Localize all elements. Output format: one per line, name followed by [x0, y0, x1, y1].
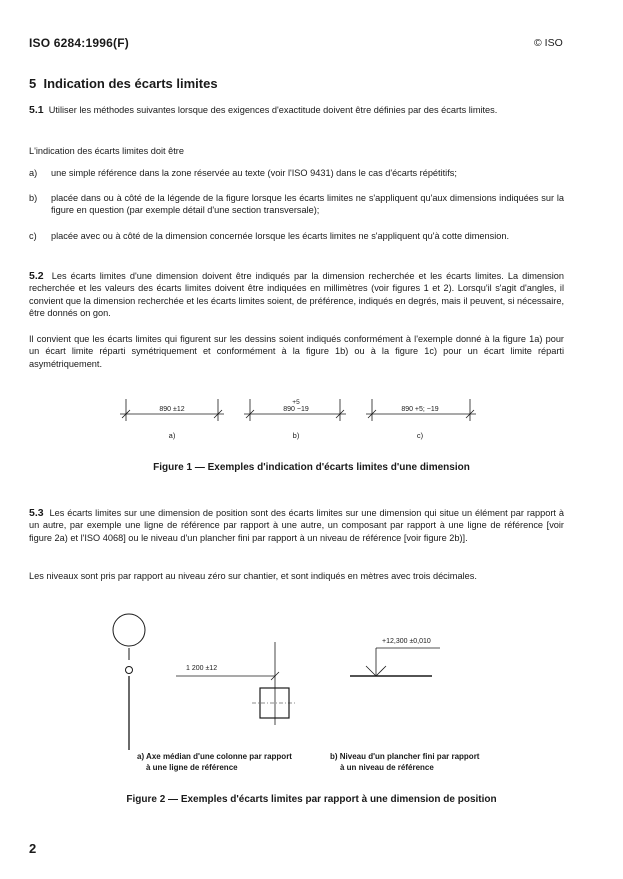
- figure-2-drawing: [0, 600, 623, 760]
- list-item: [29, 167, 564, 181]
- paragraph-5-2: [29, 270, 564, 319]
- list-item: [29, 192, 564, 218]
- fig1-b-dimension: 890 −19: [283, 406, 309, 413]
- fig1-label-a: a): [168, 431, 176, 440]
- clause-number-5-1: 5.1: [29, 104, 44, 116]
- section-title: [29, 76, 218, 91]
- fig1-label-c: c): [416, 431, 424, 440]
- paragraph-5-1: [29, 104, 564, 116]
- fig1-a-dimension: 890 ±12: [159, 406, 185, 413]
- fig2-a-caption-1: a) Axe médian d'une colonne par rapport: [137, 752, 292, 761]
- list-item: [29, 230, 564, 256]
- paragraph-5-2-text: Les écarts limites d'une dimension doivent être indiqués par la dimension recherchée et les écarts limites. La dimension recherchée et les valeurs des écarts limites doivent être indiquées en millimètres (voir figures 1 et 2). Lorsqu'il s'agit d'angles, il convient que la dimension recherchée et les écarts limites soient, de préférence, indiqués en degrés, mais il peuvent, si nécessaire, être donnés on gon.: [29, 271, 565, 318]
- page-number: 2: [29, 841, 37, 856]
- list-item-text: une simple référence dans la zone réservée au texte (voir l'ISO 9431) dans le cas d'écarts répétitifs;: [51, 168, 457, 178]
- fig2-a-dimension: 1 200 ±12: [186, 665, 218, 672]
- fig2-b-caption-1: b) Niveau d'un plancher fini par rapport: [330, 752, 480, 761]
- copyright: © ISO: [534, 37, 563, 49]
- list-item-key: b): [29, 193, 38, 203]
- figure-2-caption: Figure 2 — Exemples d'écarts limites par rapport à une dimension de position: [126, 794, 497, 805]
- paragraph-5-1-text: Utiliser les méthodes suivantes lorsque des exigences d'exactitude doivent être définies par des écarts limites.: [48, 105, 498, 115]
- list-item-text: placée dans ou à côté de la légende de la figure lorsque les écarts limites ne s'appliquent qu'aux dimensions indiquées sur la figure en question (par exemple détail d'une section transversale);: [51, 193, 564, 216]
- section-number: 5: [29, 76, 37, 91]
- fig1-b-upper: +5: [292, 399, 300, 406]
- figure-1-drawing: [0, 390, 623, 446]
- list-item-key: c): [29, 231, 37, 241]
- paragraph-5-3-b: Les niveaux sont pris par rapport au niveau zéro sur chantier, et sont indiqués en mètres avec trois décimales.: [29, 571, 477, 581]
- paragraph-5-2-b: Il convient que les écarts limites qui figurent sur les dessins soient indiqués conformément à l'exemple donné à la figure 1a) pour un écart limite réparti symétriquement et conformément à la figure 1b) ou à la figure 1c) pour un écart limite réparti asymétriquement.: [29, 334, 564, 369]
- clause-number-5-3: 5.3: [29, 507, 44, 519]
- fig2-b-caption-2: à un niveau de référence: [340, 763, 434, 772]
- clause-number-5-2: 5.2: [29, 270, 44, 282]
- fig1-c-dimension: 890 +5; −19: [401, 406, 439, 413]
- paragraph-5-3-text: Les écarts limites sur une dimension de position sont des écarts limites sur une dimension qui situe un élément par rapport à un autre, par exemple une ligne de référence par rapport à une autre, un composant par rapport à une ligne de référence [voir figure 2a) et l'ISO 4068] ou le niveau d'un plancher fini par rapport à un niveau de référence [voir figure 2b)].: [29, 508, 564, 543]
- fig2-b-level: +12,300 ±0,010: [382, 638, 431, 645]
- paragraph-5-3: [29, 507, 564, 544]
- intro-text: L'indication des écarts limites doit être: [29, 146, 184, 156]
- fig1-label-b: b): [292, 431, 300, 440]
- figure-1-caption: Figure 1 — Exemples d'indication d'écarts limites d'une dimension: [153, 462, 470, 473]
- fig2-a-caption-2: à une ligne de référence: [146, 763, 238, 772]
- document-id: ISO 6284:1996(F): [29, 36, 129, 50]
- list-item-text: placée avec ou à côté de la dimension concernée lorsque les écarts limites ne s'appliquent qu'à cotte dimension.: [51, 231, 510, 241]
- list-item-key: a): [29, 168, 38, 178]
- section-title-text: Indication des écarts limites: [43, 76, 218, 91]
